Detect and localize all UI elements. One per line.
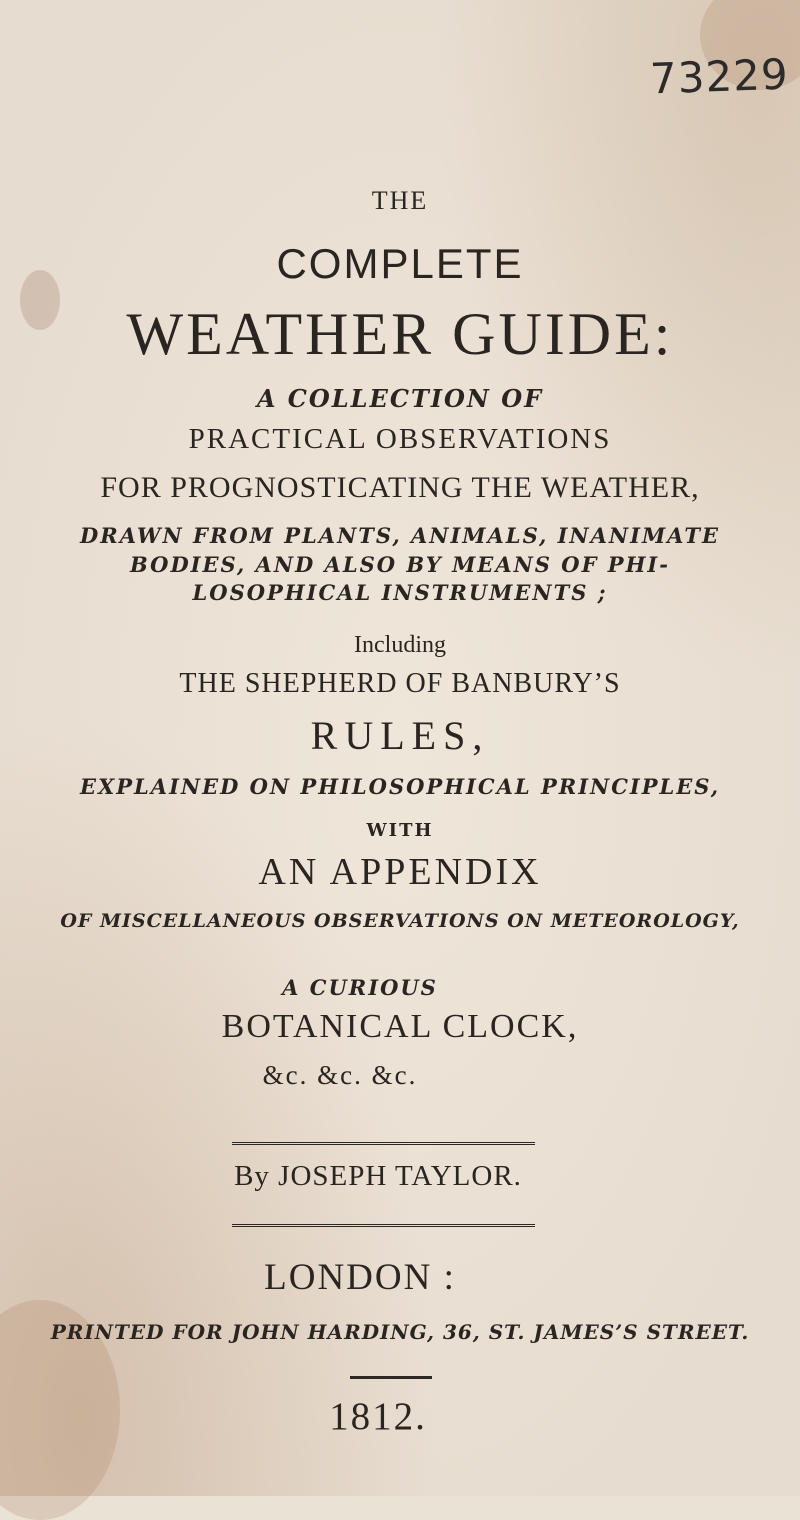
author-label: By JOSEPH TAYLOR. xyxy=(234,1160,522,1192)
complete-label: COMPLETE xyxy=(276,240,524,287)
divider-rule xyxy=(232,1224,535,1230)
rules-label: RULES, xyxy=(310,713,490,758)
subtitle-line-3: FOR PROGNOSTICATING THE WEATHER, xyxy=(100,471,700,504)
misc-label: OF MISCELLANEOUS OBSERVATIONS ON METEOROLOGY, xyxy=(60,910,740,932)
year-label: 1812. xyxy=(329,1395,427,1438)
subtitle-line-2: PRACTICAL OBSERVATIONS xyxy=(188,423,612,455)
shepherd-label: THE SHEPHERD OF BANBURY’S xyxy=(179,668,621,699)
clock-label: BOTANICAL CLOCK, xyxy=(221,1008,579,1045)
drawn-line-3: LOSOPHICAL INSTRUMENTS ; xyxy=(192,580,608,605)
with-label: WITH xyxy=(366,820,434,841)
appendix-label: AN APPENDIX xyxy=(258,851,542,893)
explained-label: EXPLAINED ON PHILOSOPHICAL PRINCIPLES, xyxy=(79,774,721,799)
the-label: THE xyxy=(371,186,429,215)
subtitle-line-1: A COLLECTION OF xyxy=(256,384,544,413)
page-title: WEATHER GUIDE: xyxy=(126,301,674,367)
catalog-number: 73229 xyxy=(649,49,790,104)
a-curious-label: A CURIOUS xyxy=(282,975,438,1000)
printed-label: PRINTED FOR JOHN HARDING, 36, ST. JAMES’S STREET. xyxy=(50,1320,750,1344)
london-label: LONDON : xyxy=(264,1257,456,1298)
etc-label: &c. &c. &c. xyxy=(262,1060,418,1090)
including-label: Including xyxy=(354,632,446,658)
divider-rule xyxy=(232,1142,535,1148)
short-rule xyxy=(350,1376,432,1379)
drawn-line-1: DRAWN FROM PLANTS, ANIMALS, INANIMATE xyxy=(80,523,720,548)
drawn-line-2: BODIES, AND ALSO BY MEANS OF PHI- xyxy=(130,552,670,577)
